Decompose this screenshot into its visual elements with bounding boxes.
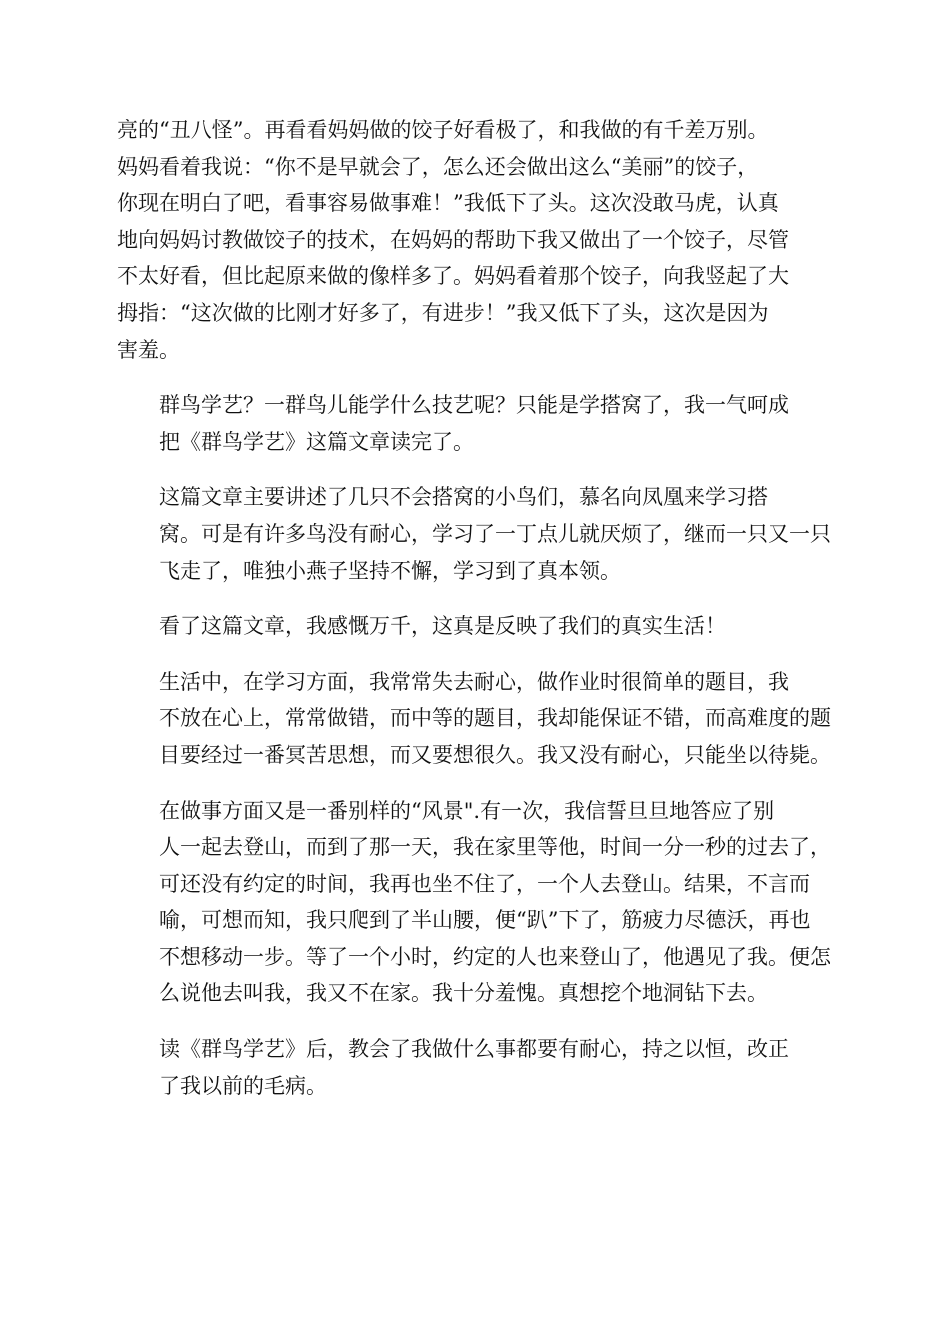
text-line: 了我以前的毛病。 (159, 1073, 327, 1098)
document-page (117, 112, 833, 1123)
text-line: 不太好看，但比起原来做的像样多了。妈妈看着那个饺子，向我竖起了大 (117, 264, 789, 289)
text-line: 喻，可想而知，我只爬到了半山腰，便“趴”下了，筋疲力尽德沃，再也 (159, 908, 811, 933)
text-line: 这篇文章主要讲述了几只不会搭窝的小鸟们，慕名向凤凰来学习搭 (159, 485, 768, 510)
text-line: 在做事方面又是一番别样的“风景".有一次，我信誓旦旦地答应了别 (159, 798, 775, 823)
text-line: 不想移动一步。等了一个小时，约定的人也来登山了，他遇见了我。便怎 (159, 944, 831, 969)
text-line: 地向妈妈讨教做饺子的技术，在妈妈的帮助下我又做出了一个饺子，尽管 (117, 227, 789, 252)
text-line: 不放在心上，常常做错，而中等的题目，我却能保证不错，而高难度的题 (159, 706, 831, 731)
text-line: 群鸟学艺？一群鸟儿能学什么技艺呢？只能是学搭窝了，我一气呵成 (159, 393, 789, 418)
paragraph-4 (117, 608, 833, 645)
paragraph-3 (117, 479, 833, 589)
text-line: 人一起去登山，而到了那一天，我在家里等他，时间一分一秒的过去了， (159, 835, 831, 860)
text-line: 你现在明白了吧，看事容易做事难！”我低下了头。这次没敢马虎，认真 (117, 191, 779, 216)
text-line: 妈妈看着我说：“你不是早就会了，怎么还会做出这么“美丽”的饺子， (117, 154, 759, 179)
paragraph-7 (117, 1031, 833, 1104)
text-line: 飞走了，唯独小燕子坚持不懈，学习到了真本领。 (159, 558, 621, 583)
text-line: 拇指：“这次做的比刚才好多了，有进步！”我又低下了头，这次是因为 (117, 300, 769, 325)
text-line: 读《群鸟学艺》后，教会了我做什么事都要有耐心，持之以恒，改正 (159, 1037, 789, 1062)
text-line: 亮的“丑八怪”。再看看妈妈做的饺子好看极了，和我做的有千差万别。 (117, 118, 769, 142)
text-line: 可还没有约定的时间，我再也坐不住了，一个人去登山。结果，不言而 (159, 871, 810, 896)
paragraph-6 (117, 793, 833, 1013)
text-line: 害羞。 (117, 337, 180, 362)
text-line: 生活中，在学习方面，我常常失去耐心，做作业时很简单的题目，我 (159, 669, 789, 694)
text-line: 看了这篇文章，我感慨万千，这真是反映了我们的真实生活！ (159, 614, 726, 639)
text-line: 目要经过一番冥苦思想，而又要想很久。我又没有耐心，只能坐以待毙。 (159, 742, 831, 767)
text-line: 么说他去叫我，我又不在家。我十分羞愧。真想挖个地洞钻下去。 (159, 981, 768, 1006)
paragraph-1 (117, 112, 833, 368)
paragraph-5 (117, 664, 833, 774)
paragraph-2 (117, 387, 833, 460)
text-line: 把《群鸟学艺》这篇文章读完了。 (159, 429, 474, 454)
text-line: 窝。可是有许多鸟没有耐心，学习了一丁点儿就厌烦了，继而一只又一只 (159, 521, 831, 546)
